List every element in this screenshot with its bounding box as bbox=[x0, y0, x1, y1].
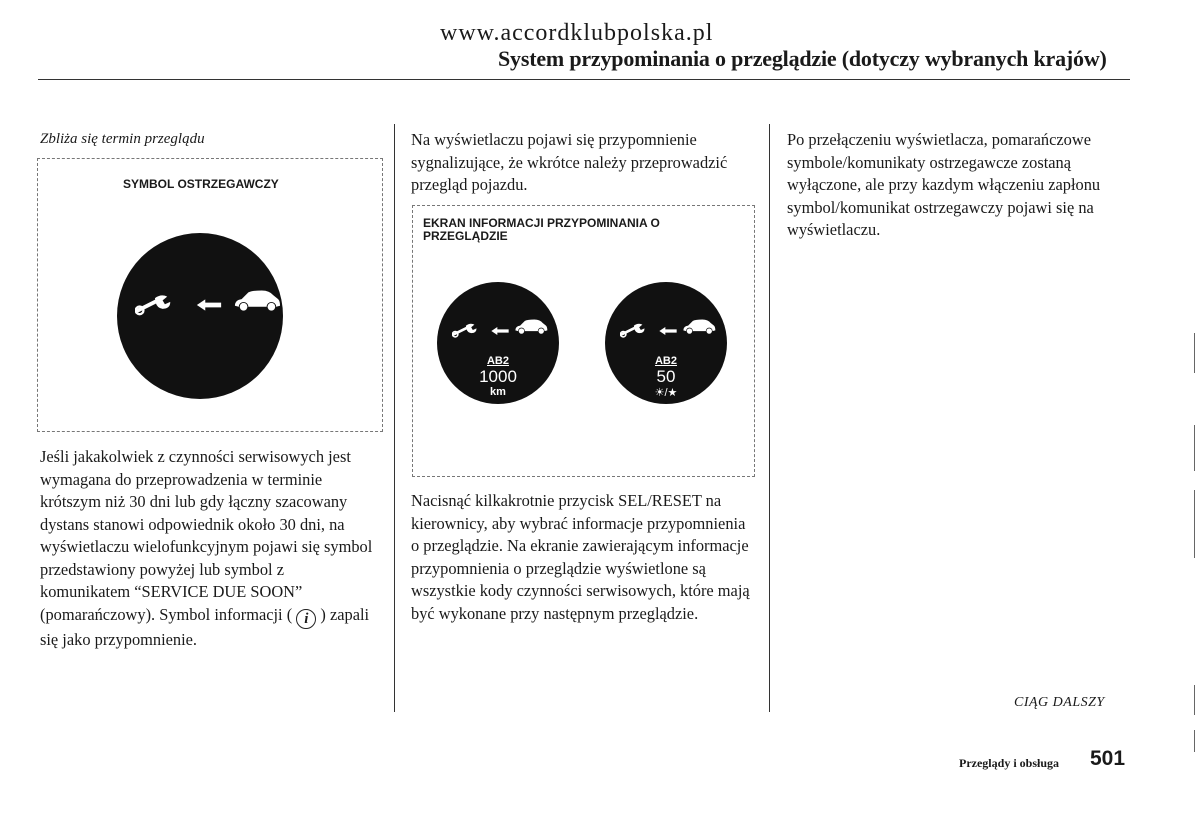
display-disc bbox=[437, 282, 559, 404]
page-number: 501 bbox=[1090, 747, 1126, 770]
warning-symbol-disc bbox=[117, 233, 283, 399]
wrench-icon bbox=[135, 291, 181, 319]
site-url: www.accordklubpolska.pl bbox=[440, 20, 714, 46]
distance-unit: km bbox=[490, 386, 506, 398]
car-icon bbox=[682, 318, 716, 336]
paragraph-text: Jeśli jakakolwiek z czynności serwisowych jest wymagana do przeprowadzenia w terminie krótszym niż 30 dni lub gdy łączny szacowany dystans stanowi odpowiednik około 30 dni, na wyświetlaczu wielofunkcyjnym pojawi się symbol przedstawiony powyżej lub symbol z komunikatem “SERVICE DUE SOON” (pomarańczowy). Symbol informacji ( bbox=[40, 447, 373, 624]
continued-label: CIĄG DALSZY bbox=[1014, 695, 1105, 710]
wrench-icon bbox=[620, 321, 652, 340]
display-disc bbox=[605, 282, 727, 404]
arrow-left-icon bbox=[490, 326, 510, 336]
warning-symbol-figure bbox=[37, 158, 383, 432]
page-title: System przypominania o przeglądzie (dotyczy wybranych krajów) bbox=[498, 46, 1107, 71]
figure-caption: Zbliża się termin przeglądu bbox=[40, 131, 205, 147]
paragraph-text: ) zapali się jako przypomnienie. bbox=[40, 604, 370, 649]
body-paragraph: Po przełączeniu wyświetlacza, pomarańczowe symbole/komunikaty ostrzegawcze zostaną wyłączone, ale przy kazdym włączeniu zapłonu symbol/komunikat ostrzegawczy pojawi się na wyświetlaczu. bbox=[787, 130, 1101, 239]
column-divider bbox=[769, 124, 770, 712]
distance-value: 1000 bbox=[479, 367, 517, 386]
wrench-icon bbox=[452, 321, 484, 340]
margin-mark bbox=[1194, 425, 1195, 471]
days-value: 50 bbox=[656, 367, 676, 386]
car-icon bbox=[233, 288, 281, 314]
margin-mark bbox=[1194, 333, 1195, 373]
margin-mark bbox=[1194, 685, 1195, 715]
column-divider bbox=[394, 124, 395, 712]
body-paragraph bbox=[40, 446, 375, 651]
arrow-left-icon bbox=[195, 298, 223, 312]
margin-mark bbox=[1194, 730, 1195, 752]
service-info-figure bbox=[412, 205, 755, 477]
info-icon: i bbox=[296, 609, 316, 629]
days-unit: ☀/★ bbox=[654, 387, 678, 399]
service-code: AB2 bbox=[486, 355, 509, 367]
body-paragraph: Nacisnąć kilkakrotnie przycisk SEL/RESET na kierownicy, aby wybrać informacje przypomnienia o przeglądzie. Na ekranie zawierającym informacje przypomnienia o przeglądzie wyświetlone są wszystkie kody czynności serwisowych, które mają być wykonane przy następnym przeglądzie. bbox=[411, 491, 750, 623]
figure-label: SYMBOL OSTRZEGAWCZY bbox=[123, 177, 279, 191]
figure-label: EKRAN INFORMACJI PRZYPOMINANIA O PRZEGLĄDZIE bbox=[423, 216, 660, 243]
body-paragraph: Na wyświetlaczu pojawi się przypomnienie sygnalizujące, że wkrótce należy przeprowadzić przegląd pojazdu. bbox=[411, 130, 728, 194]
car-icon bbox=[514, 318, 548, 336]
section-name: Przeglądy i obsługa bbox=[959, 756, 1060, 770]
service-code: AB2 bbox=[654, 355, 677, 367]
header-rule bbox=[38, 79, 1130, 80]
margin-mark bbox=[1194, 490, 1195, 558]
arrow-left-icon bbox=[658, 326, 678, 336]
